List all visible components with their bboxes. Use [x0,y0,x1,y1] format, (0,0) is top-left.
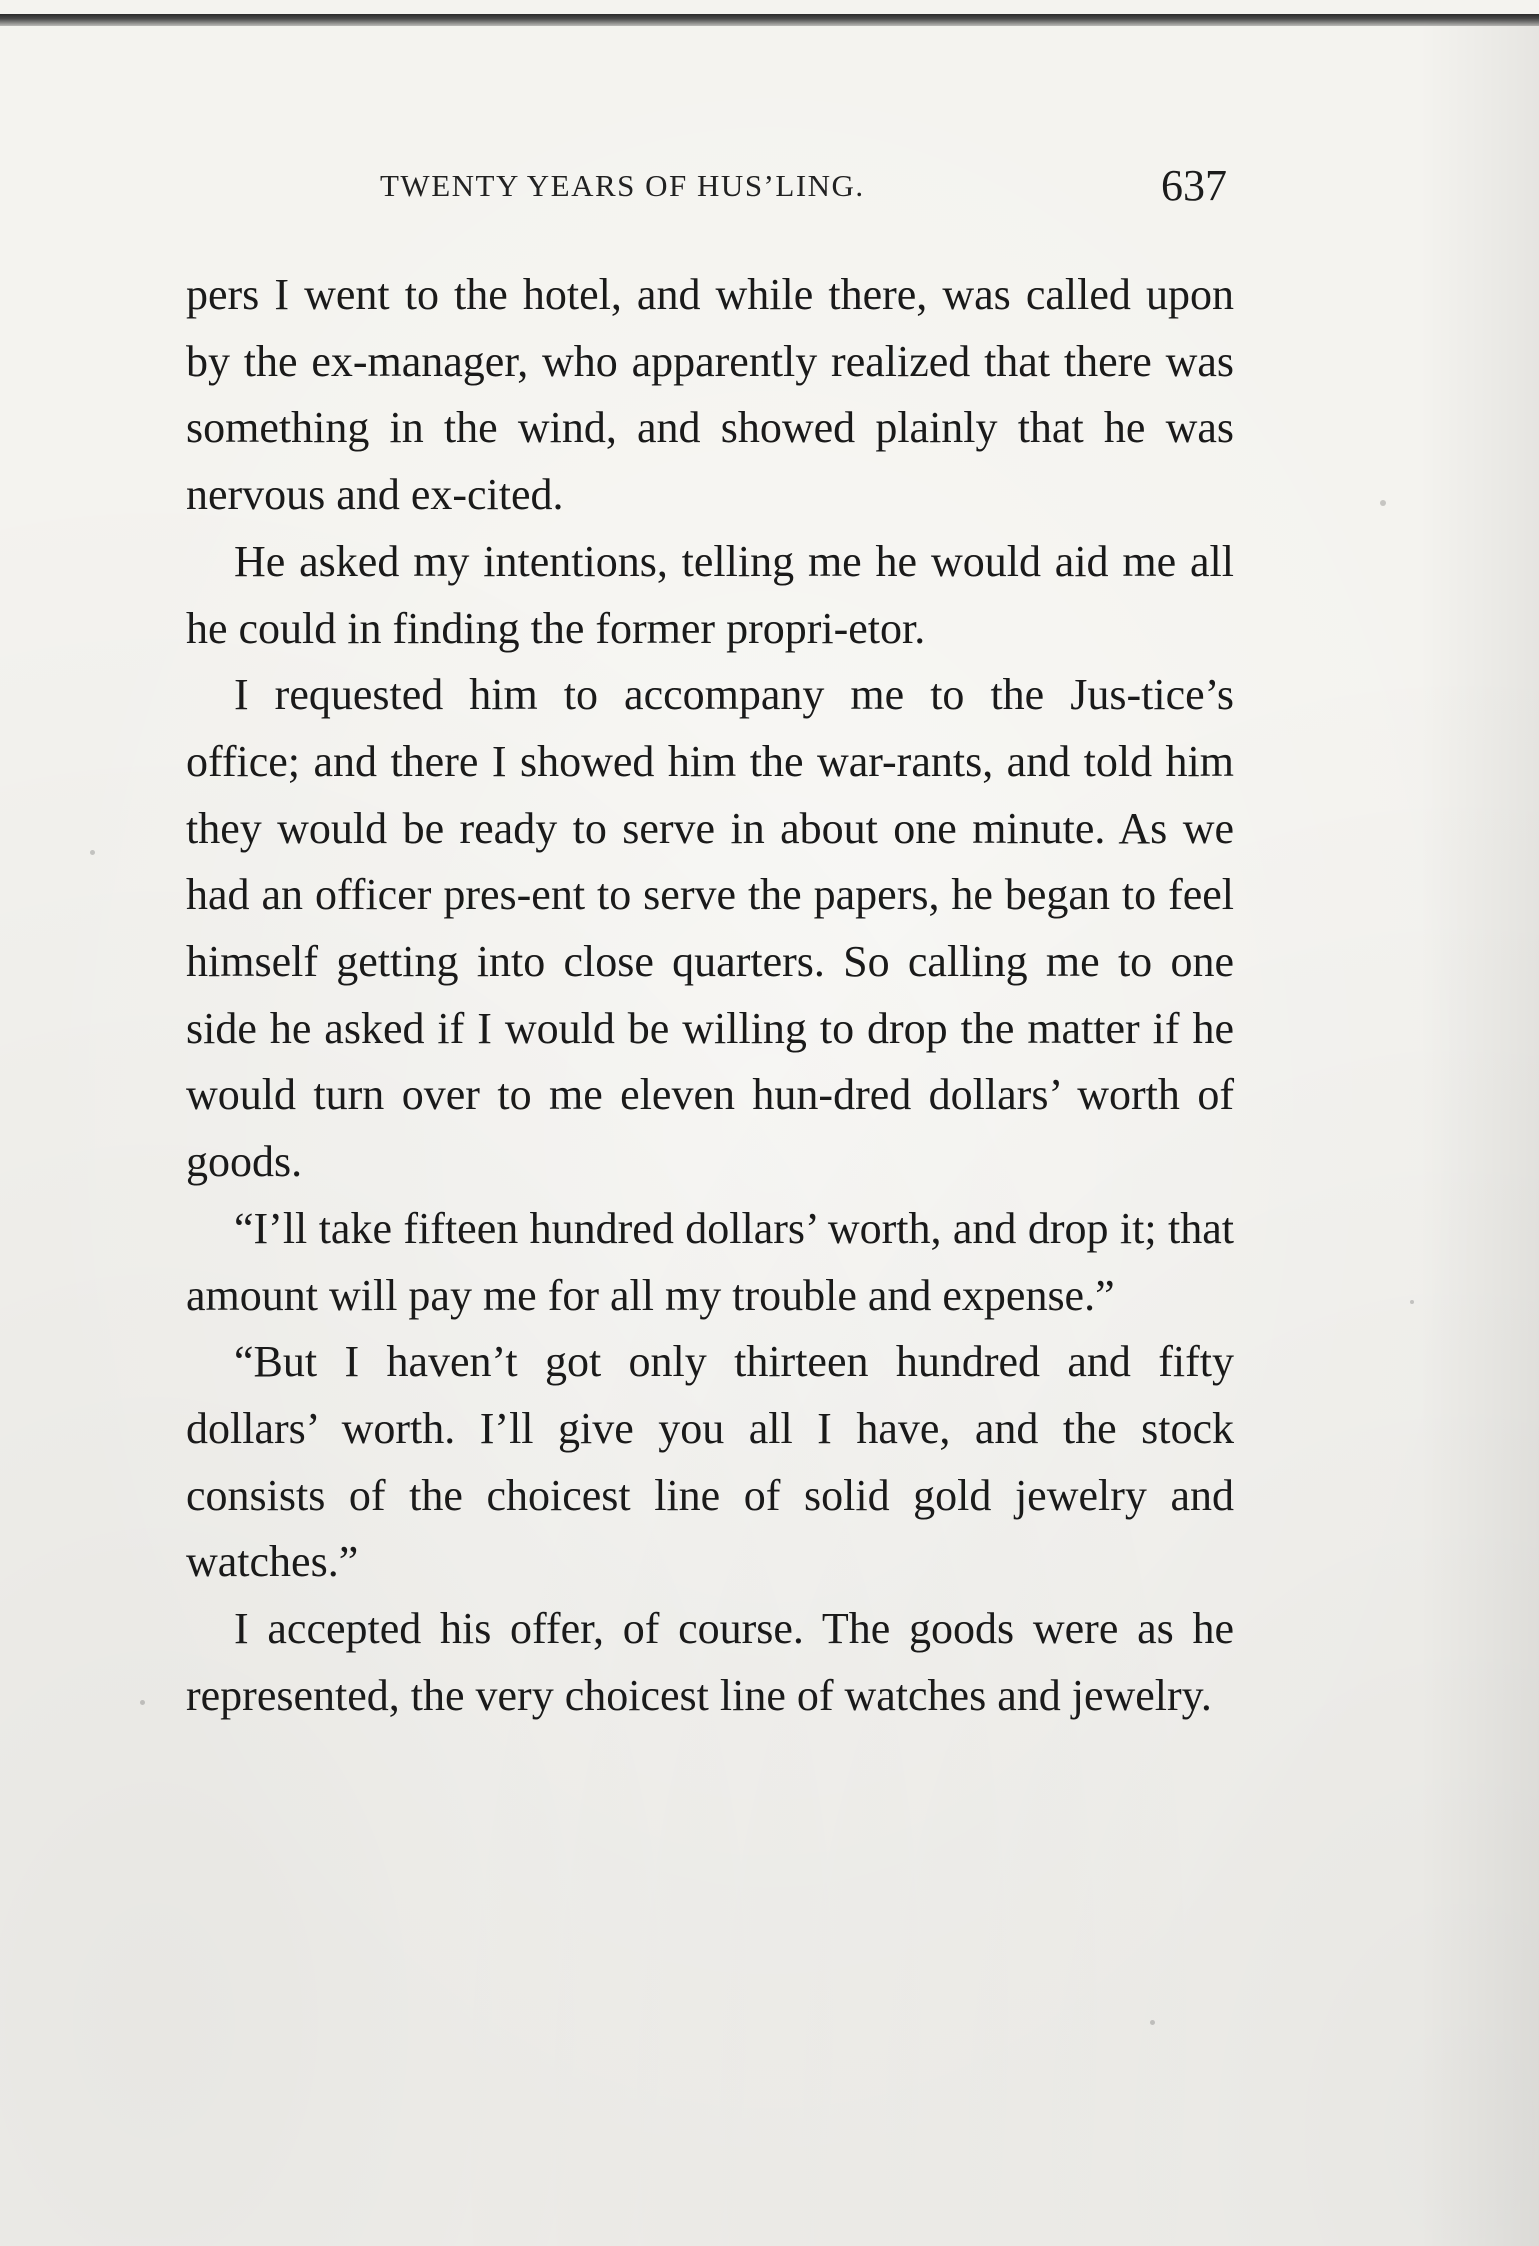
scan-speck [1410,1300,1414,1304]
paragraph-1: pers I went to the hotel, and while there, was called upon by the ex-manager, who apparently realized that there was something in the wind, and showed plainly that he was nervous and ex-cited. [186,270,1234,520]
scan-top-edge [0,14,1539,26]
paragraph-3: I requested him to accompany me to the Jus-tice’s office; and there I showed him the war-rants, and told him they would be ready to serve in about one minute. As we had an officer pres-ent to serve the papers, he began to feel himself getting into close quarters. So calling me to one side he asked if I would be willing to drop the matter if he would turn over to me eleven hun-dred dollars’ worth of goods. [186,670,1234,1187]
scan-speck [1380,500,1386,506]
body-text [186,262,1234,1729]
paragraph-5: “But I haven’t got only thirteen hundred and fifty dollars’ worth. I’ll give you all I have, and the stock consists of the choicest line of solid gold jewelry and watches.” [186,1337,1234,1587]
scan-speck [1150,2020,1155,2025]
scan-speck [140,1700,145,1705]
running-head-title: TWENTY YEARS OF HUS’LING. [380,168,865,203]
paragraph-4: “I’ll take fifteen hundred dollars’ worth, and drop it; that amount will pay me for all my trouble and expense.” [186,1203,1234,1320]
paragraph-2: He asked my intentions, telling me he would aid me all he could in finding the former propri-etor. [186,536,1234,653]
page-number: 637 [1161,161,1227,210]
scan-speck [90,850,95,855]
paragraph-6: I accepted his offer, of course. The goods were as he represented, the very choicest line of watches and jewelry. [186,1604,1234,1720]
scan-right-shadow [1419,20,1539,2246]
